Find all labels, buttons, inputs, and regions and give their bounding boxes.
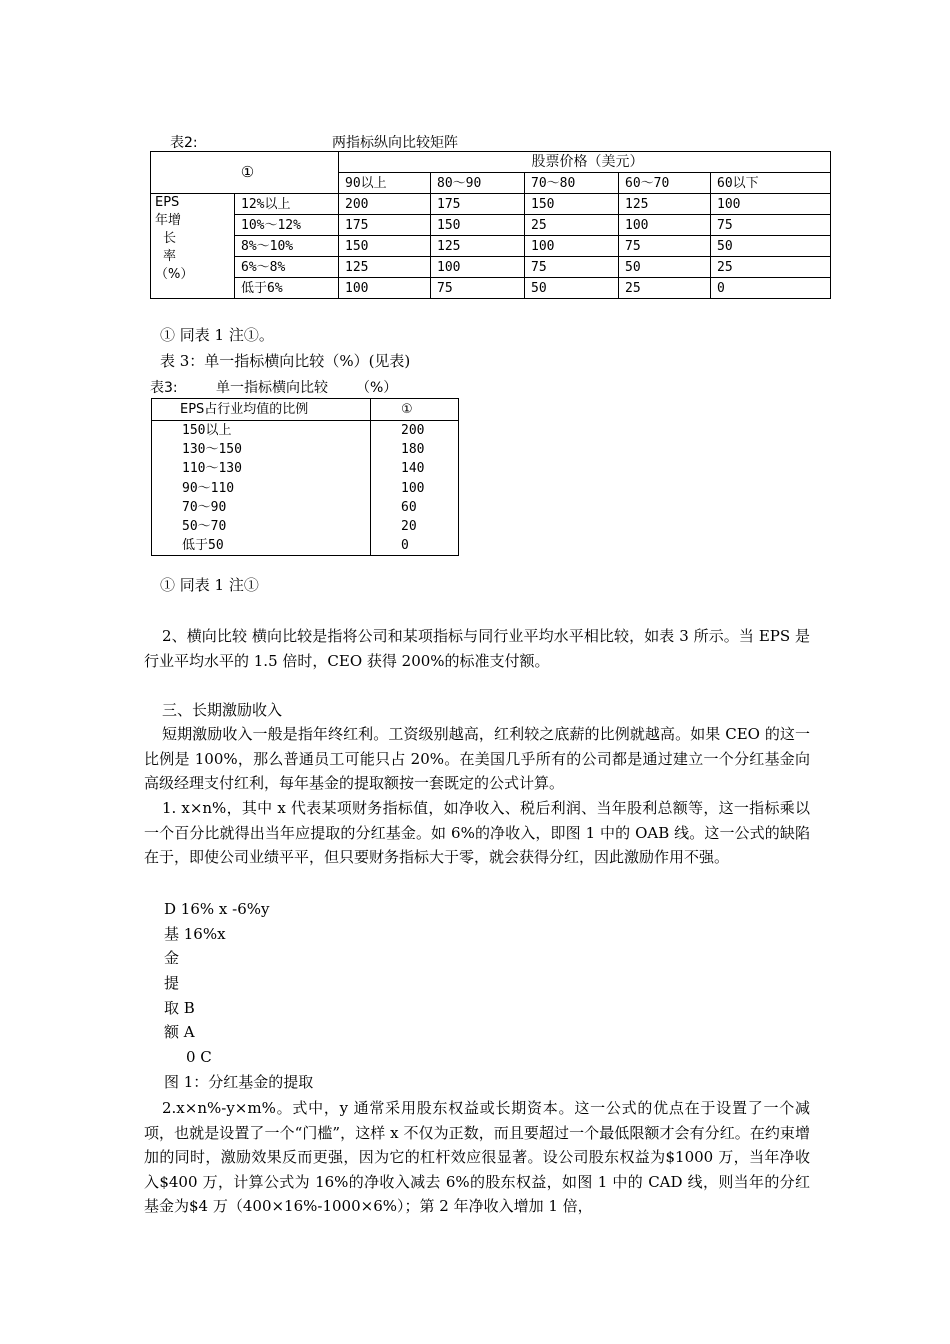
figure1-line: 取 B (164, 999, 195, 1017)
row-header-line: （%） (155, 267, 194, 282)
table2-cell: 100 (619, 215, 711, 236)
row-header-line: 年增 (155, 213, 182, 228)
paragraph-formula-2: 2.x×n%-y×m%。式中，y 通常采用股东权益或长期资本。这一公式的优点在于设置了一个减项，也就是设置了一个“门槛”，这样 x 不仅为正数，而且要超过一个最低限额才会有分红。在约束增加的同时，激励效果反而更强，因为它的杠杆效应很显著。设公司股东权益为$1000 万，当年净收入$400 万，计算公式为 16%的净收入减去 6%的股东权益，如图 1 中的 CAD 线，则当年的分红基金为$4 万（400×16%-1000×6%）；第 2 年净收入增加 1 倍， (144, 1099, 810, 1215)
table3-ratio-table (151, 398, 459, 556)
table2-cell: 100 (711, 194, 831, 215)
table3-col2-header: ① (371, 399, 459, 421)
table2-cell: 125 (619, 194, 711, 215)
table2-label: 表2: (170, 135, 198, 151)
table2-cell: 50 (619, 257, 711, 278)
paragraph-formula-1: 1. x×n%，其中 x 代表某项财务指标值，如净收入、税后利润、当年股利总额等，这一指标乘以一个百分比就得出当年应提取的分红基金。如 6%的净收入，即图 1 中的 OAB 线。这一公式的缺陷在于，即使公司业绩平平，但只要财务指标大于零，就会获得分红，因此激励作用不强。 (144, 799, 810, 866)
table2-cell: 100 (525, 236, 619, 257)
figure1-line: 基 16%x (164, 925, 226, 943)
table2-cell: 0 (711, 278, 831, 299)
table2-row-header (151, 194, 235, 299)
table2-cell: 75 (431, 278, 525, 299)
table3-value: 180 (371, 440, 459, 459)
table3-value: 20 (371, 517, 459, 536)
table2-price-col: 80～90 (431, 173, 525, 194)
row-header-line: 长 (163, 231, 177, 246)
table2-cell: 150 (431, 215, 525, 236)
table3-label: 表3: (150, 380, 178, 396)
table2-cell: 200 (339, 194, 431, 215)
table2-matrix (150, 151, 831, 299)
paragraph-horizontal-comparison: 2、横向比较 横向比较是指将公司和某项指标与同行业平均水平相比较，如表 3 所示。当 EPS 是行业平均水平的 1.5 倍时，CEO 获得 200%的标准支付额。 (144, 627, 810, 670)
section-3-title: 三、长期激励收入 (162, 701, 283, 719)
table2-cell: 50 (525, 278, 619, 299)
table3-range: 低于50 (152, 536, 371, 556)
table2-range: 8%～10% (235, 236, 339, 257)
figure1-caption: 图 1：分红基金的提取 (164, 1073, 314, 1091)
table3-value: 200 (371, 421, 459, 441)
table2-cell: 25 (619, 278, 711, 299)
table2-range: 12%以上 (235, 194, 339, 215)
note-table2: ① 同表 1 注①。 (160, 326, 274, 344)
paragraph-short-term-incentive: 短期激励收入一般是指年终红利。工资级别越高，红利较之底薪的比例就越高。如果 CEO 的这一比例是 100%，那么普通员工可能只占 20%。在美国几乎所有的公司都是通过建立一个分红基金向高级经理支付红利，每年基金的提取额按一套既定的公式计算。 (144, 725, 810, 792)
table2-range: 6%～8% (235, 257, 339, 278)
table3-caption: 表 3：单一指标横向比较（%）(见表) (160, 352, 411, 370)
table2-cell: 25 (525, 215, 619, 236)
table3-col1-header: EPS占行业均值的比例 (152, 399, 371, 421)
table2-cell: 150 (525, 194, 619, 215)
figure1-line: 金 (164, 949, 180, 967)
table3-value: 0 (371, 536, 459, 556)
table2-title: 两指标纵向比较矩阵 (332, 135, 458, 151)
table2-cell: 25 (711, 257, 831, 278)
table3-range: 50～70 (152, 517, 371, 536)
table2-heading (150, 132, 830, 152)
table2-cell: 100 (431, 257, 525, 278)
table3-range: 130～150 (152, 440, 371, 459)
row-header-line: EPS (155, 195, 180, 210)
figure1-line: D 16% x -6%y (164, 900, 270, 918)
figure1-line: 0 C (186, 1048, 212, 1066)
note-table3: ① 同表 1 注① (160, 576, 259, 594)
table2-cell: 100 (339, 278, 431, 299)
table3-range: 110～130 (152, 459, 371, 478)
table2-corner: ① (151, 152, 339, 194)
table2-cell: 50 (711, 236, 831, 257)
table2-cell: 150 (339, 236, 431, 257)
table2-cell: 125 (431, 236, 525, 257)
figure1-line: 提 (164, 974, 180, 992)
table2-range: 10%～12% (235, 215, 339, 236)
table3-range: 70～90 (152, 498, 371, 517)
table2-price-col: 60～70 (619, 173, 711, 194)
table3-unit: （%） (356, 380, 398, 396)
figure1-line: 额 A (164, 1023, 195, 1041)
row-header-line: 率 (163, 249, 177, 264)
table3-value: 100 (371, 478, 459, 497)
table2-price-col: 90以上 (339, 173, 431, 194)
table3-value: 140 (371, 459, 459, 478)
table2-cell: 75 (711, 215, 831, 236)
table2-price-col: 60以下 (711, 173, 831, 194)
table3-heading (150, 377, 470, 397)
table2-cell: 175 (339, 215, 431, 236)
table2-cell: 175 (431, 194, 525, 215)
table2-cell: 75 (619, 236, 711, 257)
table2-range: 低于6% (235, 278, 339, 299)
table3-value: 60 (371, 498, 459, 517)
table2-cell: 125 (339, 257, 431, 278)
table3-title: 单一指标横向比较 (216, 380, 328, 396)
table3-range: 90～110 (152, 478, 371, 497)
table2-price-header: 股票价格（美元） (339, 152, 831, 173)
table3-range: 150以上 (152, 421, 371, 441)
table2-cell: 75 (525, 257, 619, 278)
table2-price-col: 70～80 (525, 173, 619, 194)
